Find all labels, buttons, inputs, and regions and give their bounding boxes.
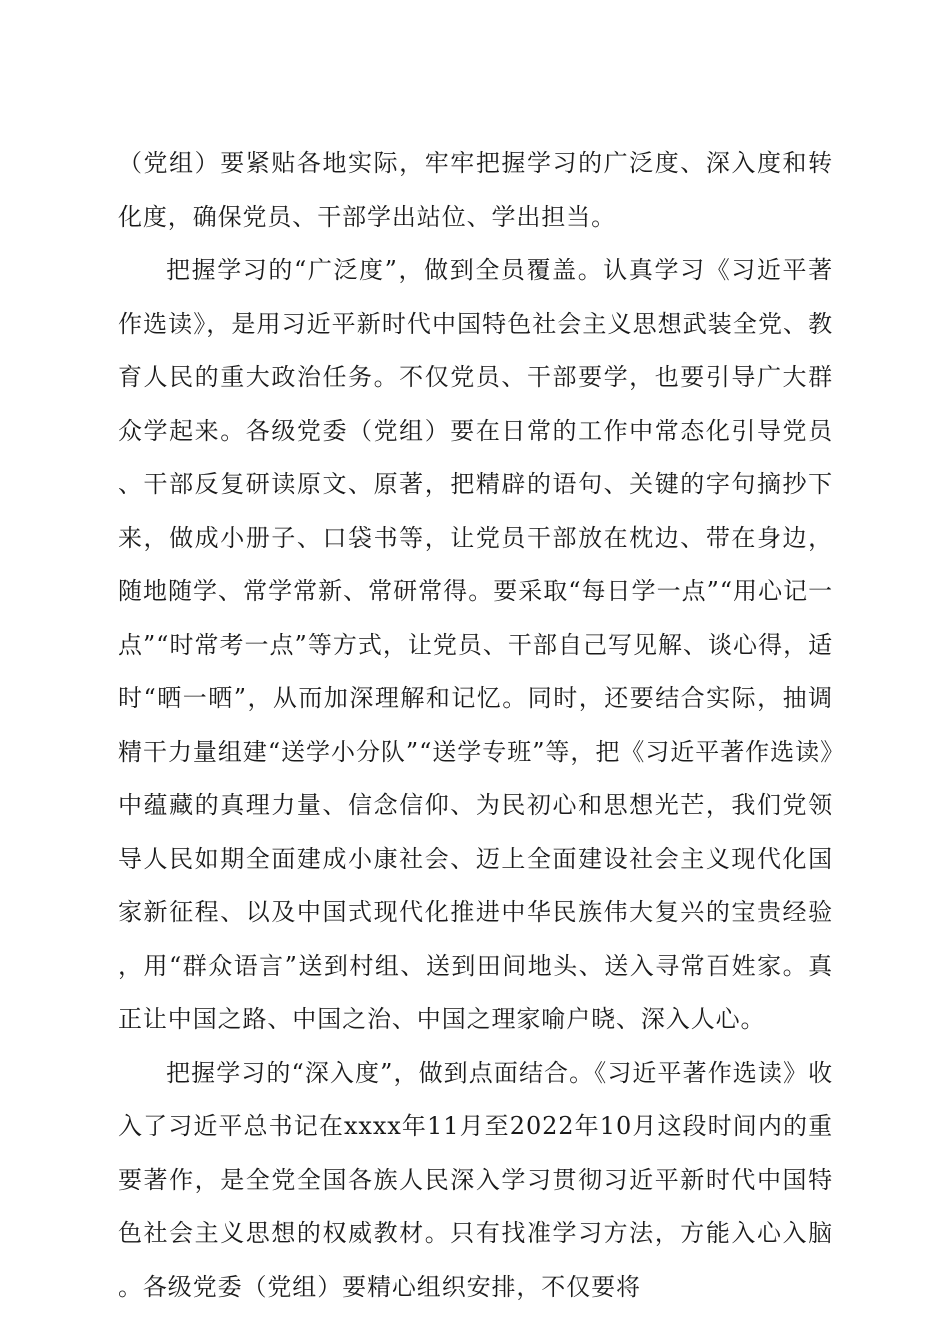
paragraph-depth: 把握学习的“深入度”，做到点面结合。《习近平著作选读》收入了习近平总书记在xxxx年11月至2022年10月这段时间内的重要著作，是全党全国各族人民深入学习贯彻习近平新时代中国特色社会主义思想的权威教材。只有找准学习方法，方能入心入脑。各级党委（党组）要精心组织安排，不仅要将 (118, 1058, 833, 1301)
paragraph-intro: （党组）要紧贴各地实际，牢牢把握学习的广泛度、深入度和转化度，确保党员、干部学出站位、学出担当。 (118, 149, 833, 231)
document-body (118, 137, 833, 1314)
paragraph-breadth: 把握学习的“广泛度”，做到全员覆盖。认真学习《习近平著作选读》，是用习近平新时代中国特色社会主义思想武装全党、教育人民的重大政治任务。不仅党员、干部要学，也要引导广大群众学起来。各级党委（党组）要在日常的工作中常态化引导党员、干部反复研读原文、原著，把精辟的语句、关键的字句摘抄下来，做成小册子、口袋书等，让党员干部放在枕边、带在身边，随地随学、常学常新、常研常得。要采取“每日学一点”“用心记一点”“时常考一点”等方式，让党员、干部自己写见解、谈心得，适时“晒一晒”，从而加深理解和记忆。同时，还要结合实际，抽调精干力量组建“送学小分队”“送学专班”等，把《习近平著作选读》中蕴藏的真理力量、信念信仰、为民初心和思想光芒，我们党领导人民如期全面建成小康社会、迈上全面建设社会主义现代化国家新征程、以及中国式现代化推进中华民族伟大复兴的宝贵经验，用“群众语言”送到村组、送到田间地头、送入寻常百姓家。真正让中国之路、中国之治、中国之理家喻户晓、深入人心。 (118, 256, 833, 1033)
